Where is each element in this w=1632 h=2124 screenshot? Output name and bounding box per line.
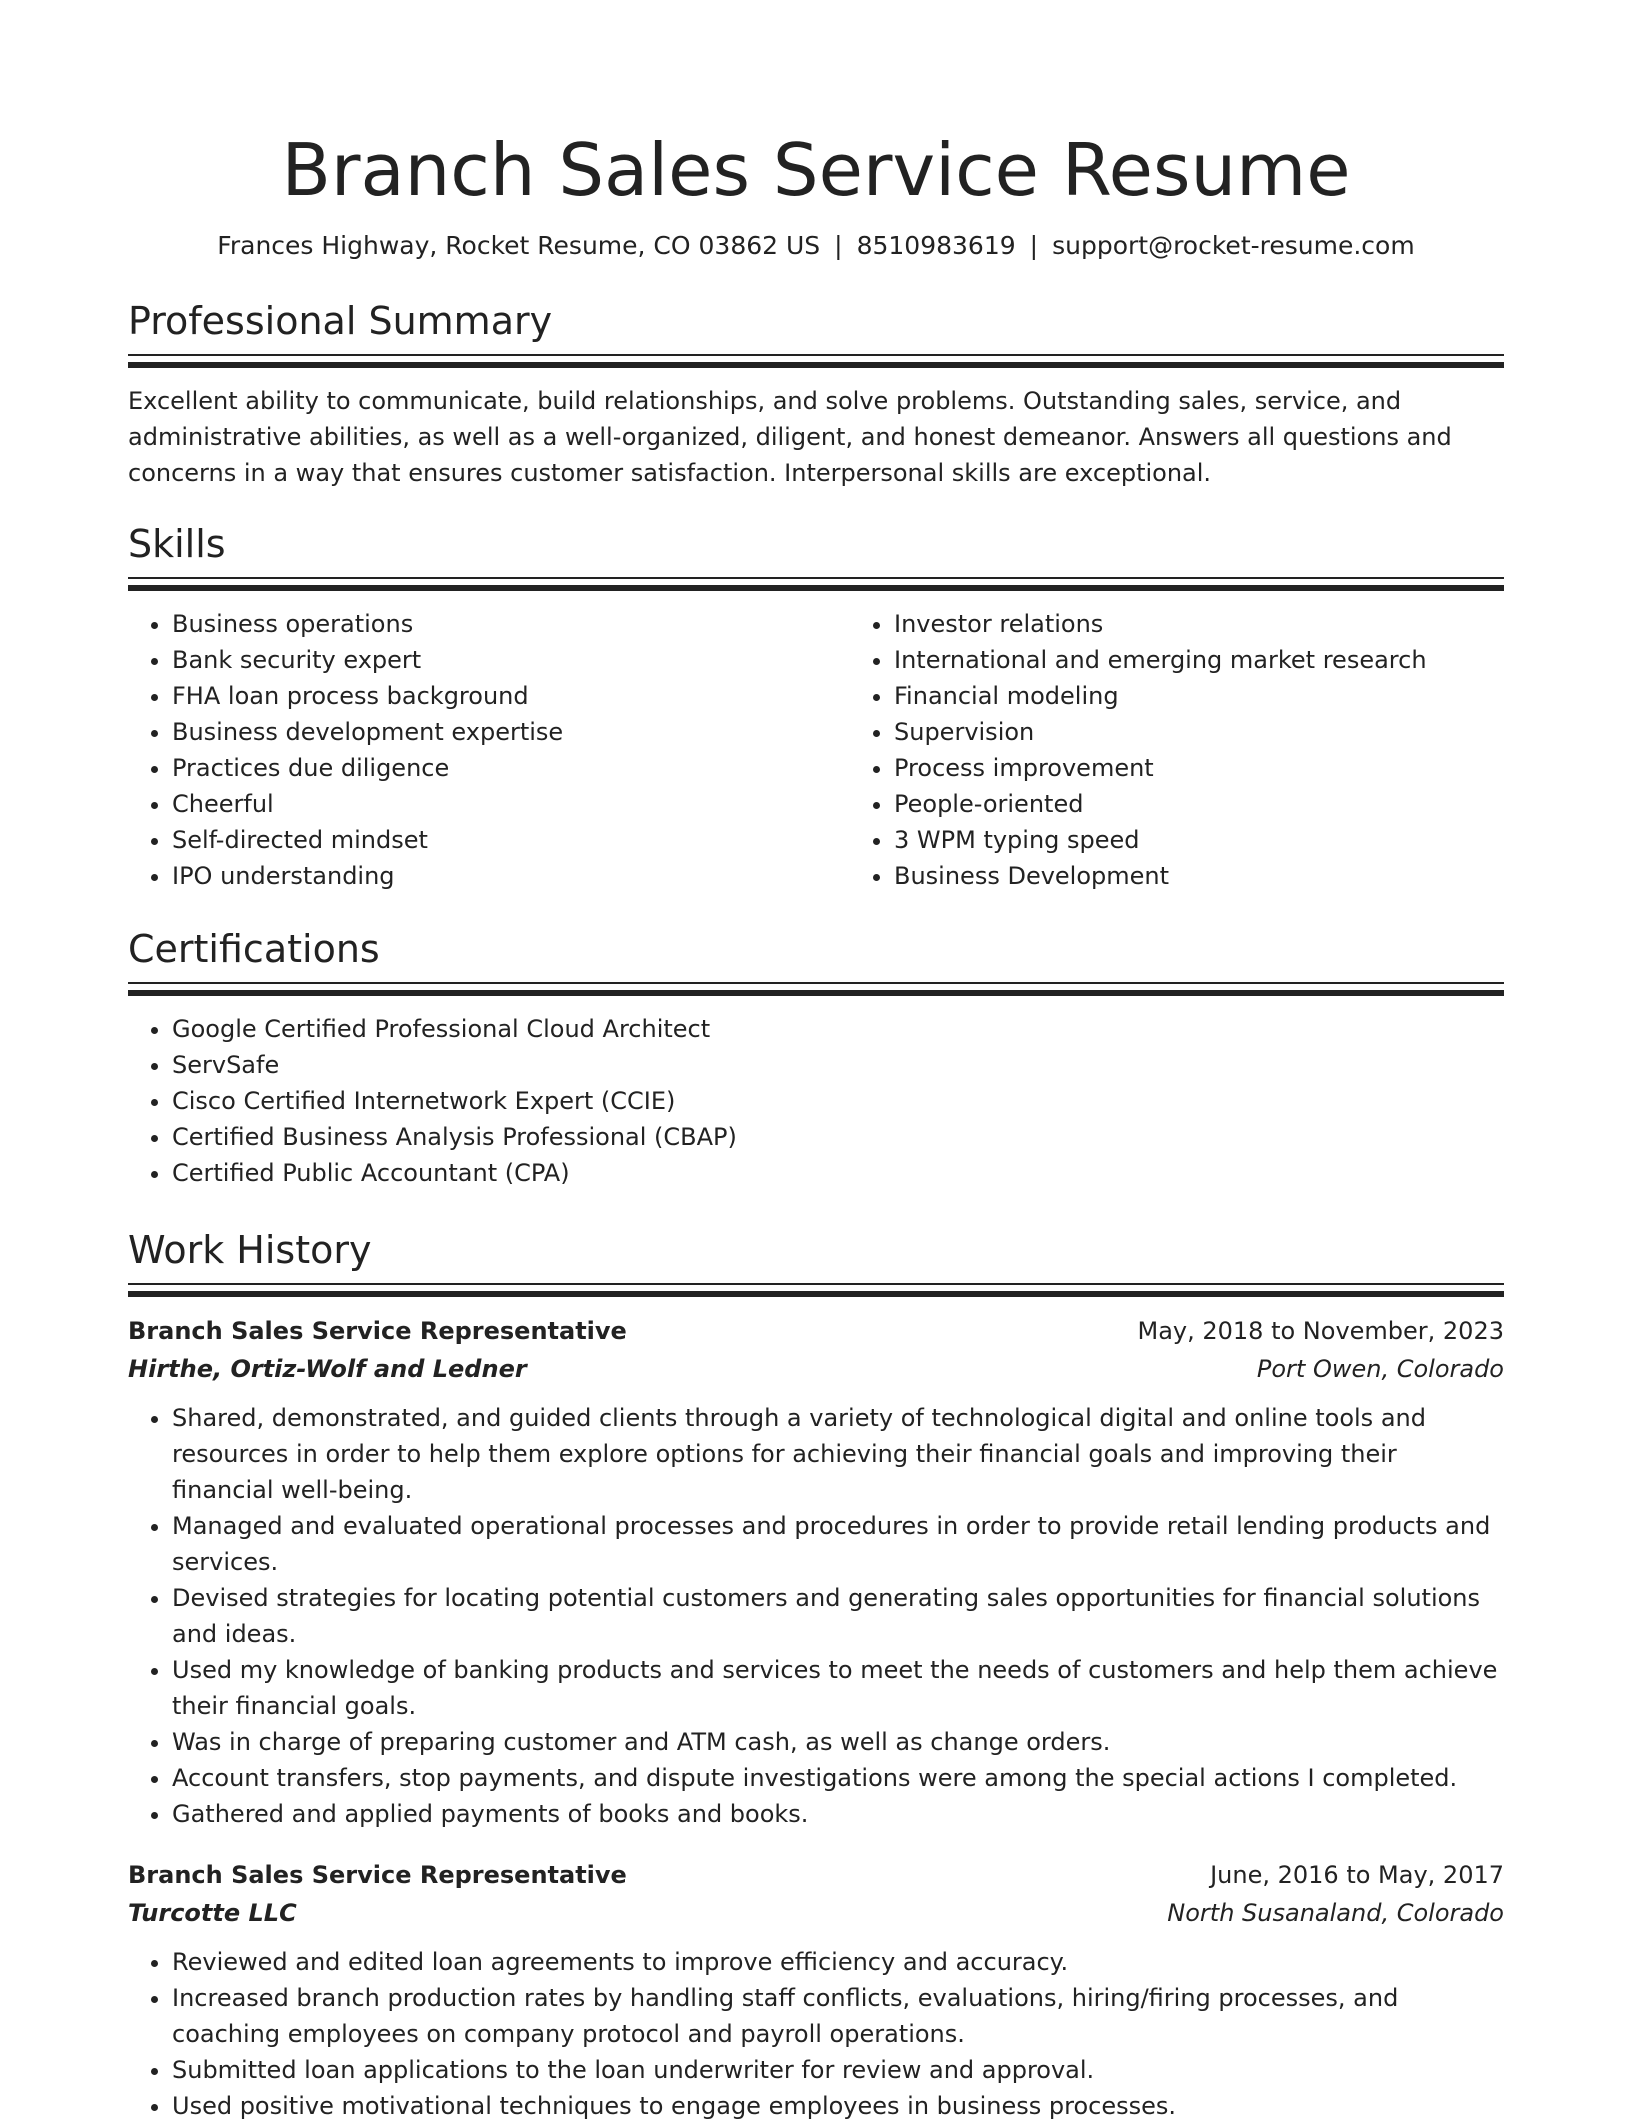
section-divider: [128, 354, 1504, 369]
skill-item: • Self-directed mindset: [172, 822, 850, 858]
job-header-row: [128, 1312, 1504, 1350]
job-company-row: [128, 1894, 1504, 1932]
skill-item: • FHA loan process background: [172, 678, 850, 714]
contact-email: support@rocket-resume.com: [1052, 231, 1415, 260]
certification-item: • Google Certified Professional Cloud Architect: [172, 1011, 1504, 1047]
resume-page: [128, 0, 1504, 2124]
job-location: Port Owen, Colorado: [1256, 1355, 1504, 1383]
certification-item: • Cisco Certified Internetwork Expert (CCIE): [172, 1083, 1504, 1119]
skill-item: • Investor relations: [894, 606, 1572, 642]
work-history-section: [128, 1225, 1504, 2124]
job-duty: • Managed and evaluated operational processes and procedures in order to provide retail lending products and services.: [172, 1508, 1504, 1580]
job-duties-list: [128, 1944, 1504, 2124]
section-divider: [128, 982, 1504, 997]
summary-section: [128, 296, 1504, 491]
skill-item: • Financial modeling: [894, 678, 1572, 714]
skill-item: • Business development expertise: [172, 714, 850, 750]
job-company: Turcotte LLC: [128, 1899, 297, 1927]
skill-item: • Bank security expert: [172, 642, 850, 678]
skills-list-right: [850, 606, 1572, 894]
certifications-section: [128, 924, 1504, 1191]
job-header-row: [128, 1856, 1504, 1894]
job-duty: • Account transfers, stop payments, and dispute investigations were among the special actions I completed.: [172, 1760, 1504, 1796]
section-divider: [128, 1283, 1504, 1298]
certifications-list: [128, 1011, 1504, 1191]
section-divider: [128, 577, 1504, 592]
skills-columns: [128, 606, 1504, 894]
job-entry: [128, 1312, 1504, 1832]
job-dates: May, 2018 to November, 2023: [1137, 1317, 1504, 1345]
job-duty: • Reviewed and edited loan agreements to improve efficiency and accuracy.: [172, 1944, 1504, 1980]
contact-phone: 8510983619: [856, 231, 1016, 260]
job-entry: [128, 1856, 1504, 2124]
job-duty: • Submitted loan applications to the loan underwriter for review and approval.: [172, 2052, 1504, 2088]
certification-item: • ServSafe: [172, 1047, 1504, 1083]
job-duty: • Devised strategies for locating potential customers and generating sales opportunities for financial solutions and ideas.: [172, 1580, 1504, 1652]
job-duty: • Used positive motivational techniques to engage employees in business processes.: [172, 2088, 1504, 2124]
skill-item: • IPO understanding: [172, 858, 850, 894]
skill-item: • Supervision: [894, 714, 1572, 750]
job-duty: • Was in charge of preparing customer and ATM cash, as well as change orders.: [172, 1724, 1504, 1760]
section-heading: Certifications: [128, 927, 380, 971]
section-heading: Work History: [128, 1228, 372, 1272]
contact-separator: |: [834, 231, 843, 260]
job-company-row: [128, 1350, 1504, 1388]
job-duty: • Increased branch production rates by handling staff conflicts, evaluations, hiring/firing processes, and coaching employees on company protocol and payroll operations.: [172, 1980, 1504, 2052]
skill-item: • Business operations: [172, 606, 850, 642]
skill-item: • 3 WPM typing speed: [894, 822, 1572, 858]
job-title: Branch Sales Service Representative: [128, 1861, 627, 1889]
job-title: Branch Sales Service Representative: [128, 1317, 627, 1345]
job-duty: • Used my knowledge of banking products and services to meet the needs of customers and help them achieve their financial goals.: [172, 1652, 1504, 1724]
certification-item: • Certified Public Accountant (CPA): [172, 1155, 1504, 1191]
job-dates: June, 2016 to May, 2017: [1210, 1861, 1504, 1889]
job-duty: • Gathered and applied payments of books and books.: [172, 1796, 1504, 1832]
skill-item: • International and emerging market research: [894, 642, 1572, 678]
resume-title: Branch Sales Service Resume: [281, 128, 1351, 212]
section-heading: Skills: [128, 522, 226, 566]
skill-item: • People-oriented: [894, 786, 1572, 822]
contact-line: [128, 228, 1504, 264]
job-duties-list: [128, 1400, 1504, 1832]
certification-item: • Certified Business Analysis Professional (CBAP): [172, 1119, 1504, 1155]
job-company: Hirthe, Ortiz-Wolf and Ledner: [128, 1355, 527, 1383]
skills-list-left: [128, 606, 850, 894]
summary-text: Excellent ability to communicate, build relationships, and solve problems. Outstanding sales, service, and administrative abilities, as well as a well-organized, diligent, and honest demeanor. Answers all questions and concerns in a way that ensures customer satisfaction. Interpersonal skills are exceptional.: [128, 387, 1452, 487]
contact-address: Frances Highway, Rocket Resume, CO 03862 US: [217, 231, 821, 260]
job-location: North Susanaland, Colorado: [1167, 1899, 1504, 1927]
skill-item: • Cheerful: [172, 786, 850, 822]
job-duty: • Shared, demonstrated, and guided clients through a variety of technological digital and online tools and resources in order to help them explore options for achieving their financial goals and improving their financial well-being.: [172, 1400, 1504, 1508]
skill-item: • Process improvement: [894, 750, 1572, 786]
skill-item: • Business Development: [894, 858, 1572, 894]
skills-section: [128, 519, 1504, 894]
section-heading: Professional Summary: [128, 299, 553, 343]
skill-item: • Practices due diligence: [172, 750, 850, 786]
contact-separator: |: [1029, 231, 1039, 260]
